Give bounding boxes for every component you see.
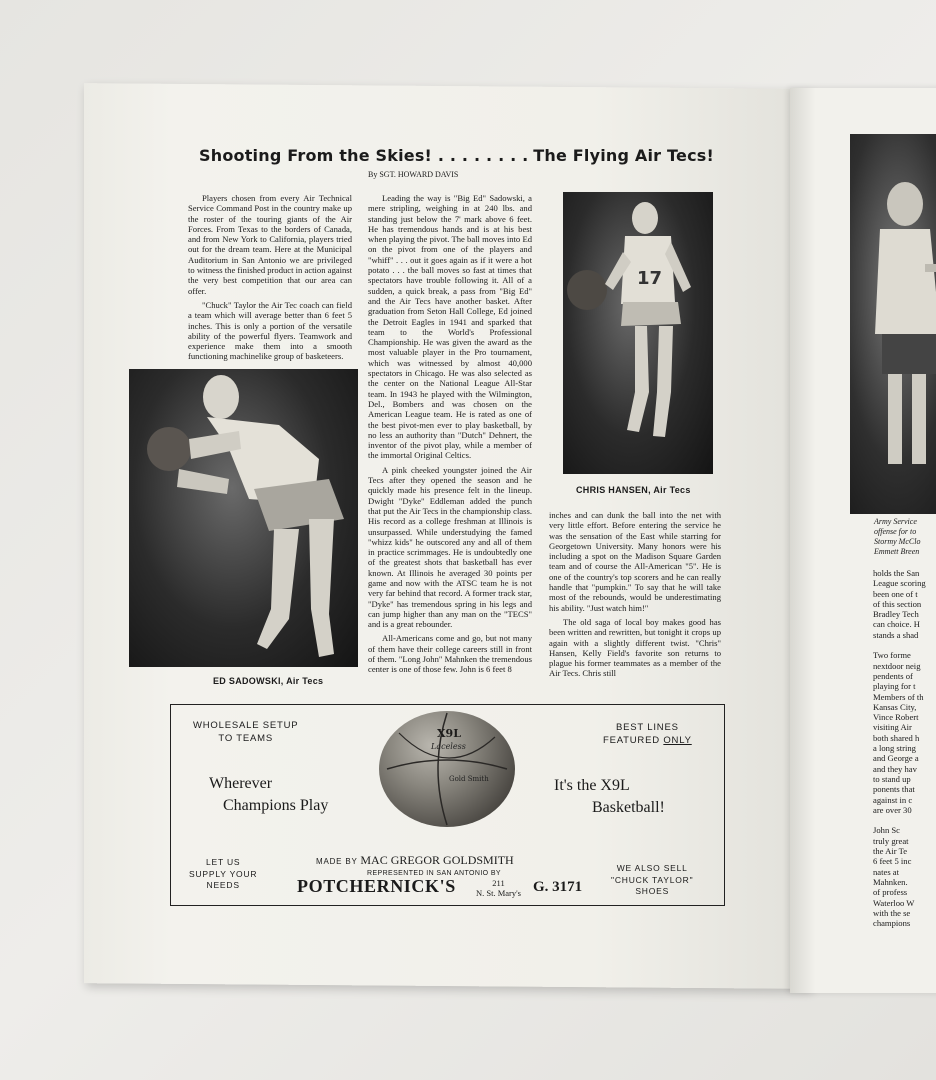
right-page-line: visiting Air	[873, 722, 912, 733]
right-page-line: holds the San	[873, 568, 920, 578]
ball-maker: Gold Smith	[449, 775, 489, 783]
right-page-line: Two forme	[873, 650, 911, 661]
hansen-photo	[563, 192, 713, 474]
right-page-column	[873, 568, 936, 928]
article-column-2	[368, 193, 532, 679]
ad-top-left: WHOLESALE SETUP TO TEAMS	[193, 720, 299, 744]
ad-maker-line: MADE BY MAC GREGOR GOLDSMITH	[316, 853, 514, 867]
advertisement-box	[170, 704, 725, 906]
right-page-line: can choice. H	[873, 619, 921, 630]
players-silhouette	[850, 134, 936, 514]
right-page-line	[873, 815, 936, 825]
paragraph: Leading the way is "Big Ed" Sadowski, a mere stripling, weighing in at 240 lbs. and standing just below the 7' mark above 6 feet. He has tremendous hands and is at his best when playing the pivot. The ball moves into Ed on the pivot from one of the players and "whiff" . . . out it goes again as if it were a hot potato . . . the ball moves so fast at times that spectators have trouble following it. All of a sudden, a quick break, a pass from "Big Ed" and the Air Tecs have another basket. After graduation from Seton Hall College, Ed joined the Detroit Eagles in 1941 and sparked that team to the World's Professional Championship. He was given the award as the most valuable player in the Pro tournament, which was witnessed by almost 40,000 spectators in Chicago. He was also selected as the center on the National League All-Star team. In 1943 he played with the Wilmington, Del., Bombers and was chosen on the American League team. He is rated as one of the best pivot-men ever to play basketball, by no less an authority than "Dutch" Dehnert, the inventor of the pivot play, while a member of the immortal Original Celtics.	[368, 193, 532, 461]
right-page-line: champions	[873, 918, 911, 929]
right-page-line: Members of th	[873, 691, 924, 702]
right-page-line: both shared h	[873, 732, 920, 743]
right-page-line: stands a shad	[873, 629, 919, 640]
ball-brand: Laceless	[431, 742, 466, 751]
hansen-caption: CHRIS HANSEN, Air Tecs	[576, 485, 691, 495]
paragraph: Players chosen from every Air Technical Service Command Post in the country make up the roster of the touring giants of the Air Forces. From Texas to the borders of Canada, and from New York to California, players tried out for the dream team. Here at the Municipal Auditorium in San Antonio we are privileged to witness the finished product in action against the very best competition that our area can offer.	[188, 193, 352, 296]
headline-right: The Flying Air Tecs!	[533, 146, 714, 165]
ad-phone: G. 3171	[533, 879, 583, 895]
ball-label: X9L	[437, 727, 461, 740]
right-page-line: Mahnken.	[873, 876, 908, 887]
right-page-line: are over 30	[873, 804, 912, 815]
article-column-1	[188, 193, 352, 366]
headline-left: Shooting From the Skies! . . . . . . . .	[199, 146, 529, 165]
right-page-line: John Sc	[873, 825, 900, 836]
right-page-line: truly great	[873, 835, 909, 846]
ad-bottom-left: LET US SUPPLY YOUR NEEDS	[189, 857, 258, 890]
ad-address: 211 N. St. Mary's	[476, 878, 521, 898]
paragraph: inches and can dunk the ball into the net with very little effort. Before entering the service he was the sensation of the East while starring for Georgetown University. Many honors were his including a spot on the Madison Square Garden team and of course the All-American "5". He is one of the country's top scorers and he can really handle that "pumpkin." To say that he will take most of the rebounds, would be underestimating his ability. "Just watch him!"	[549, 510, 721, 613]
right-page-line: 6 feet 5 inc	[873, 856, 912, 867]
jersey-number: 17	[637, 268, 663, 289]
ad-represented: REPRESENTED IN SAN ANTONIO BY	[367, 870, 501, 877]
team-photo	[850, 134, 936, 514]
right-page-line: League scoring	[873, 578, 926, 589]
right-page-line: of this section	[873, 598, 922, 609]
right-page-line: the Air Te	[873, 846, 908, 857]
right-page-line: a long string	[873, 743, 916, 754]
right-page-line: of profess	[873, 887, 908, 898]
hansen-player-figure	[563, 192, 713, 474]
sadowski-caption: ED SADOWSKI, Air Tecs	[213, 676, 324, 686]
right-page-line: nextdoor neig	[873, 660, 921, 671]
byline: By SGT. HOWARD DAVIS	[368, 170, 459, 179]
sadowski-photo	[129, 369, 358, 667]
paragraph: The old saga of local boy makes good has been written and rewritten, but tonight it crops up again with a slightly different twist. "Chris" Hansen, Kelly Field's favorite son returns to plague his former teammates as a member of the Air Tecs. Chris still	[549, 616, 721, 679]
right-page-line: against in c	[873, 794, 913, 805]
ad-top-right: BEST LINES FEATURED ONLY	[603, 722, 692, 746]
basketball-image	[379, 711, 515, 827]
ad-slogan-left: Wherever Champions Play	[209, 775, 329, 814]
right-page-line: ponents that	[873, 784, 915, 795]
right-page-line: and George a	[873, 753, 919, 764]
right-page-line: to stand up	[873, 773, 911, 784]
right-page-line: Bradley Tech	[873, 609, 919, 620]
ad-bottom-right: WE ALSO SELL "CHUCK TAYLOR" SHOES	[611, 863, 694, 896]
ad-slogan-right: It's the X9L Basketball!	[554, 777, 665, 816]
ad-store-name: POTCHERNICK'S	[297, 876, 456, 896]
right-page-line: Vince Robert	[873, 712, 919, 723]
article-column-3	[549, 510, 721, 683]
article-headline	[199, 146, 714, 165]
right-page-line: been one of t	[873, 588, 918, 599]
basketball-seams	[379, 711, 515, 827]
sadowski-player-figure	[129, 369, 358, 667]
right-page-line	[873, 640, 936, 650]
right-page-caption: Army Service offense for to Stormy McClo Emmett Breen	[874, 517, 921, 556]
paragraph: A pink cheeked youngster joined the Air Tecs after they opened the season and he quickly made his presence felt in the lineup. Dwight "Dyke" Eddleman added the punch that put the Air Tecs in the championship class. His record as a college freshman at Illinois is unsurpassed. While understudying the famed "whizz kids" he outscored any and all of them in practice scrimmages. He is undoubtedly one of the greatest shots that basketball has ever known. At Illinois he averaged 30 points per game and now with the ATSC team he is not very far behind that record. A former track star, "Dyke" has tremendous spring in his legs and can jump higher than any man on the "TECS" and is a great rebounder.	[368, 464, 532, 630]
right-page-line: and they hav	[873, 763, 917, 774]
paragraph: "Chuck" Taylor the Air Tec coach can field a team which will average better than 6 feet 5 inches. This is only a portion of the versatile ability of the powerful flyers. Teamwork and experience make them into a smooth functioning machinelike group of basketeers.	[188, 299, 352, 362]
right-page-line: with the se	[873, 907, 911, 918]
right-page-line: pendents of	[873, 670, 913, 681]
right-page-line: nates at	[873, 866, 900, 877]
paragraph: All-Americans come and go, but not many of them have their college careers still in front of them. "Long John" Mahnken the tremendous center is one of those few. John is 6 feet 8	[368, 633, 532, 675]
right-page-line: Kansas City,	[873, 701, 917, 712]
right-page-line: Waterloo W	[873, 897, 915, 908]
right-page-line: playing for t	[873, 681, 916, 692]
